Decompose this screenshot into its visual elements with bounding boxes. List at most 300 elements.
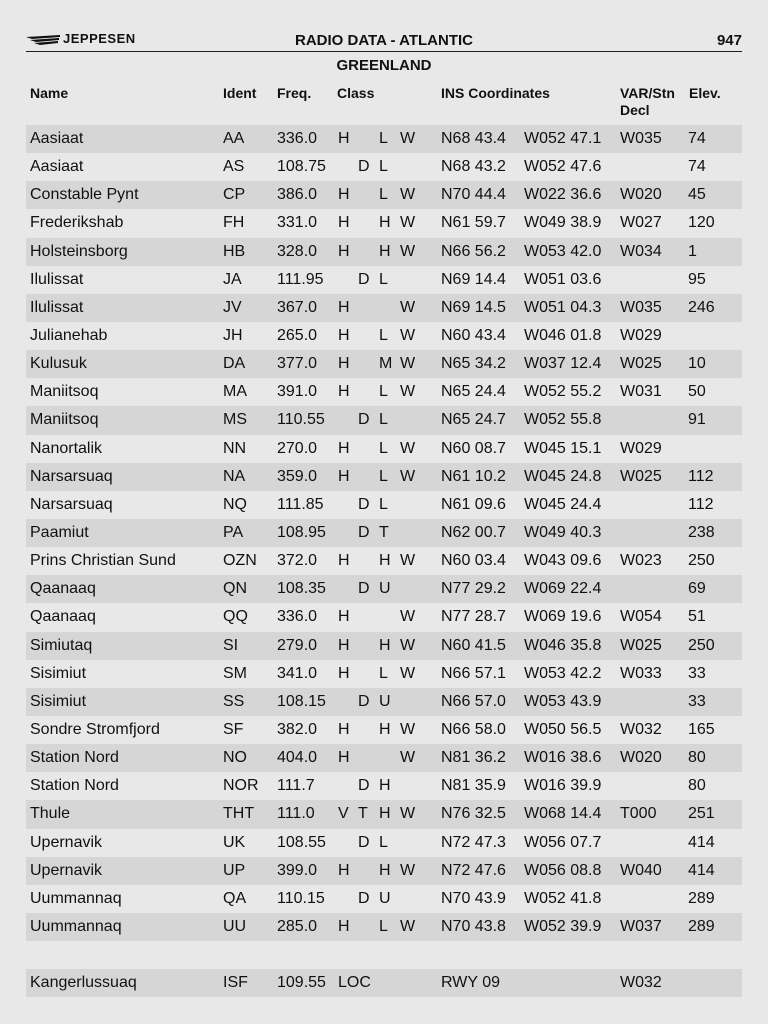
cell-ident: UK bbox=[223, 833, 246, 851]
table-row bbox=[26, 829, 742, 857]
cell-name: Aasiaat bbox=[30, 130, 84, 147]
table-row bbox=[26, 153, 742, 181]
cell-c1: H bbox=[338, 326, 350, 344]
cell-c3: U bbox=[379, 580, 391, 598]
cell-lat: N61 09.6 bbox=[441, 495, 506, 513]
cell-lat: N65 34.2 bbox=[441, 355, 506, 373]
cell-ident: DA bbox=[223, 355, 246, 373]
cell-elev: 289 bbox=[688, 917, 715, 935]
col-ins-header: INS Coordinates bbox=[441, 85, 550, 101]
page-title: RADIO DATA - ATLANTIC bbox=[294, 32, 474, 49]
cell-name: Uummannaq bbox=[30, 889, 122, 907]
cell-lon: W050 56.5 bbox=[524, 720, 602, 738]
cell-c3: H bbox=[379, 861, 391, 879]
cell-var: W031 bbox=[620, 383, 662, 401]
cell-c3: U bbox=[379, 889, 391, 907]
cell-ident: MA bbox=[223, 383, 247, 401]
table-row bbox=[26, 125, 742, 153]
col-var-header-line2: Decl bbox=[620, 102, 650, 118]
table-row bbox=[26, 209, 742, 237]
cell-var: W029 bbox=[620, 439, 662, 457]
cell-c4: W bbox=[400, 664, 416, 682]
cell-c1: H bbox=[338, 552, 350, 570]
localizer-name: Kangerlussuaq bbox=[30, 974, 137, 992]
cell-c3: L bbox=[379, 664, 388, 682]
table-row bbox=[26, 688, 742, 716]
cell-lat: N65 24.4 bbox=[441, 383, 506, 401]
table-row bbox=[26, 519, 742, 547]
cell-var: W025 bbox=[620, 636, 662, 654]
cell-lat: N60 08.7 bbox=[441, 439, 506, 457]
cell-name: Upernavik bbox=[30, 861, 103, 879]
cell-c3: H bbox=[379, 552, 391, 570]
cell-ident: NA bbox=[223, 467, 246, 485]
cell-lat: N66 57.0 bbox=[441, 692, 506, 710]
cell-c4: W bbox=[400, 186, 416, 204]
cell-c4: W bbox=[400, 130, 416, 147]
cell-freq: 386.0 bbox=[277, 186, 318, 204]
cell-c4: W bbox=[400, 439, 416, 457]
cell-c4: W bbox=[400, 749, 416, 767]
cell-ident: JA bbox=[223, 270, 242, 288]
table-row bbox=[26, 575, 742, 603]
cell-elev: 33 bbox=[688, 664, 706, 682]
cell-name: Qaanaaq bbox=[30, 580, 96, 598]
cell-var: W020 bbox=[620, 749, 662, 767]
cell-freq: 328.0 bbox=[277, 242, 318, 260]
cell-elev: 80 bbox=[688, 749, 706, 767]
cell-c3: L bbox=[379, 270, 388, 288]
cell-var: W033 bbox=[620, 664, 662, 682]
cell-c4: W bbox=[400, 242, 416, 260]
cell-c1: H bbox=[338, 917, 350, 935]
cell-lon: W052 55.8 bbox=[524, 411, 602, 429]
table-row bbox=[26, 772, 742, 800]
cell-c3: L bbox=[379, 917, 388, 935]
cell-c1: H bbox=[338, 298, 350, 316]
cell-elev: 250 bbox=[688, 552, 715, 570]
table-row bbox=[26, 744, 742, 772]
cell-elev: 80 bbox=[688, 777, 706, 795]
cell-lon: W043 09.6 bbox=[524, 552, 602, 570]
table-row bbox=[26, 322, 742, 350]
cell-ident: UU bbox=[223, 917, 247, 935]
cell-ident: FH bbox=[223, 214, 245, 232]
cell-c4: W bbox=[400, 552, 416, 570]
cell-c2: T bbox=[358, 805, 368, 823]
cell-c1: H bbox=[338, 608, 350, 626]
cell-lon: W049 40.3 bbox=[524, 523, 602, 541]
cell-lon: W052 47.1 bbox=[524, 130, 602, 147]
cell-c2: D bbox=[358, 692, 370, 710]
cell-lat: N70 43.9 bbox=[441, 889, 506, 907]
cell-c1: H bbox=[338, 242, 350, 260]
cell-c3: L bbox=[379, 326, 388, 344]
cell-lon: W022 36.6 bbox=[524, 186, 602, 204]
cell-elev: 414 bbox=[688, 833, 715, 851]
cell-freq: 108.55 bbox=[277, 833, 326, 851]
cell-lon: W016 39.9 bbox=[524, 777, 602, 795]
cell-lat: N60 41.5 bbox=[441, 636, 506, 654]
cell-var: W025 bbox=[620, 467, 662, 485]
cell-lon: W069 19.6 bbox=[524, 608, 602, 626]
cell-name: Upernavik bbox=[30, 833, 103, 851]
cell-name: Ilulissat bbox=[30, 298, 84, 316]
cell-name: Julianehab bbox=[30, 326, 108, 344]
cell-name: Constable Pynt bbox=[30, 186, 139, 204]
cell-c4: W bbox=[400, 720, 416, 738]
cell-elev: 251 bbox=[688, 805, 715, 823]
cell-ident: CP bbox=[223, 186, 246, 204]
cell-lat: N69 14.4 bbox=[441, 270, 506, 288]
cell-c2: D bbox=[358, 833, 370, 851]
table-row bbox=[26, 463, 742, 491]
cell-lon: W045 24.4 bbox=[524, 495, 602, 513]
cell-elev: 250 bbox=[688, 636, 715, 654]
cell-elev: 238 bbox=[688, 523, 715, 541]
col-var-header bbox=[620, 85, 675, 119]
table-row bbox=[26, 238, 742, 266]
cell-freq: 108.95 bbox=[277, 523, 326, 541]
cell-ident: QQ bbox=[223, 608, 248, 626]
cell-freq: 372.0 bbox=[277, 552, 318, 570]
cell-lon: W053 43.9 bbox=[524, 692, 602, 710]
cell-c2: D bbox=[358, 411, 370, 429]
page-header bbox=[26, 30, 742, 52]
cell-c3: L bbox=[379, 411, 388, 429]
cell-ident: NO bbox=[223, 749, 247, 767]
cell-c3: H bbox=[379, 242, 391, 260]
cell-var: W020 bbox=[620, 186, 662, 204]
localizer-ident: ISF bbox=[223, 974, 248, 992]
table-row bbox=[26, 406, 742, 434]
cell-c3: L bbox=[379, 495, 388, 513]
cell-lon: W056 07.7 bbox=[524, 833, 602, 851]
table-row bbox=[26, 800, 742, 828]
cell-c1: H bbox=[338, 749, 350, 767]
cell-name: Sisimiut bbox=[30, 692, 87, 710]
cell-lat: N66 58.0 bbox=[441, 720, 506, 738]
cell-c4: W bbox=[400, 861, 416, 879]
table-row bbox=[26, 857, 742, 885]
cell-c1: V bbox=[338, 805, 349, 823]
cell-c1: H bbox=[338, 664, 350, 682]
localizer-var: W032 bbox=[620, 974, 662, 992]
cell-name: Narsarsuaq bbox=[30, 495, 113, 513]
cell-c3: T bbox=[379, 523, 389, 541]
cell-freq: 285.0 bbox=[277, 917, 318, 935]
cell-c4: W bbox=[400, 805, 416, 823]
cell-lon: W053 42.0 bbox=[524, 242, 602, 260]
cell-var: W034 bbox=[620, 242, 662, 260]
cell-elev: 51 bbox=[688, 608, 706, 626]
cell-c4: W bbox=[400, 383, 416, 401]
cell-elev: 120 bbox=[688, 214, 715, 232]
cell-c3: H bbox=[379, 777, 391, 795]
cell-lat: N68 43.4 bbox=[441, 130, 506, 147]
cell-lat: N65 24.7 bbox=[441, 411, 506, 429]
table-spacer bbox=[26, 941, 742, 969]
cell-lat: N60 43.4 bbox=[441, 326, 506, 344]
cell-c3: H bbox=[379, 214, 391, 232]
table-row bbox=[26, 435, 742, 463]
col-name-header: Name bbox=[30, 85, 69, 101]
cell-elev: 165 bbox=[688, 720, 715, 738]
cell-freq: 399.0 bbox=[277, 861, 318, 879]
cell-c4: W bbox=[400, 298, 416, 316]
cell-elev: 112 bbox=[688, 495, 714, 513]
cell-c3: H bbox=[379, 805, 391, 823]
cell-ident: AA bbox=[223, 130, 245, 147]
cell-elev: 1 bbox=[688, 242, 697, 260]
cell-freq: 336.0 bbox=[277, 608, 318, 626]
page-number: 947 bbox=[716, 32, 742, 49]
cell-lat: N69 14.5 bbox=[441, 298, 506, 316]
cell-lon: W052 47.6 bbox=[524, 158, 602, 176]
cell-lat: N70 44.4 bbox=[441, 186, 506, 204]
localizer-row bbox=[26, 969, 742, 997]
cell-c2: D bbox=[358, 523, 370, 541]
cell-lat: N60 03.4 bbox=[441, 552, 506, 570]
cell-name: Station Nord bbox=[30, 777, 119, 795]
cell-lon: W046 01.8 bbox=[524, 326, 602, 344]
cell-freq: 111.7 bbox=[277, 777, 315, 795]
col-class-header: Class bbox=[337, 85, 375, 101]
cell-name: Uummannaq bbox=[30, 917, 122, 935]
region-title: GREENLAND bbox=[336, 57, 432, 74]
cell-lon: W056 08.8 bbox=[524, 861, 602, 879]
cell-freq: 110.15 bbox=[277, 889, 325, 907]
cell-c1: H bbox=[338, 355, 350, 373]
cell-lat: N61 59.7 bbox=[441, 214, 506, 232]
cell-lat: N72 47.6 bbox=[441, 861, 506, 879]
cell-ident: SI bbox=[223, 636, 239, 654]
cell-elev: 69 bbox=[688, 580, 706, 598]
table-row bbox=[26, 547, 742, 575]
cell-c1: H bbox=[338, 383, 350, 401]
cell-lon: W045 24.8 bbox=[524, 467, 602, 485]
cell-lat: N72 47.3 bbox=[441, 833, 506, 851]
cell-var: W027 bbox=[620, 214, 662, 232]
cell-c1: H bbox=[338, 130, 350, 147]
cell-c3: L bbox=[379, 383, 388, 401]
cell-c1: H bbox=[338, 861, 350, 879]
table-row bbox=[26, 294, 742, 322]
cell-ident: NN bbox=[223, 439, 247, 457]
cell-c1: H bbox=[338, 186, 350, 204]
cell-ident: SM bbox=[223, 664, 247, 682]
cell-ident: HB bbox=[223, 242, 246, 260]
cell-freq: 367.0 bbox=[277, 298, 318, 316]
table-row bbox=[26, 885, 742, 913]
cell-c4: W bbox=[400, 214, 416, 232]
cell-lat: N77 28.7 bbox=[441, 608, 506, 626]
table-row bbox=[26, 350, 742, 378]
cell-elev: 112 bbox=[688, 467, 714, 485]
cell-lon: W045 15.1 bbox=[524, 439, 602, 457]
cell-name: Frederikshab bbox=[30, 214, 124, 232]
cell-lon: W052 55.2 bbox=[524, 383, 602, 401]
cell-var: W025 bbox=[620, 355, 662, 373]
cell-var: W029 bbox=[620, 326, 662, 344]
localizer-cls: LOC bbox=[338, 974, 371, 992]
cell-freq: 359.0 bbox=[277, 467, 318, 485]
cell-var: W037 bbox=[620, 917, 662, 935]
cell-freq: 111.0 bbox=[277, 805, 315, 823]
cell-freq: 279.0 bbox=[277, 636, 318, 654]
cell-lat: N62 00.7 bbox=[441, 523, 506, 541]
cell-freq: 336.0 bbox=[277, 130, 318, 147]
cell-c2: D bbox=[358, 580, 370, 598]
cell-c1: H bbox=[338, 467, 350, 485]
cell-name: Sondre Stromfjord bbox=[30, 720, 160, 738]
cell-lat: N66 57.1 bbox=[441, 664, 506, 682]
cell-var: W023 bbox=[620, 552, 662, 570]
col-freq-header: Freq. bbox=[277, 85, 312, 101]
cell-freq: 382.0 bbox=[277, 720, 318, 738]
cell-lat: N81 35.9 bbox=[441, 777, 506, 795]
cell-lon: W046 35.8 bbox=[524, 636, 602, 654]
cell-freq: 108.15 bbox=[277, 692, 326, 710]
cell-elev: 246 bbox=[688, 298, 715, 316]
cell-c2: D bbox=[358, 777, 370, 795]
cell-elev: 33 bbox=[688, 692, 706, 710]
cell-elev: 91 bbox=[688, 411, 706, 429]
table-row bbox=[26, 491, 742, 519]
table-row bbox=[26, 181, 742, 209]
cell-lon: W069 22.4 bbox=[524, 580, 602, 598]
cell-ident: OZN bbox=[223, 552, 257, 570]
cell-freq: 111.95 bbox=[277, 270, 324, 288]
cell-ident: THT bbox=[223, 805, 255, 823]
cell-ident: JV bbox=[223, 298, 242, 316]
cell-c1: H bbox=[338, 720, 350, 738]
cell-lon: W052 39.9 bbox=[524, 917, 602, 935]
cell-lat: N81 36.2 bbox=[441, 749, 506, 767]
cell-name: Prins Christian Sund bbox=[30, 552, 176, 570]
cell-lon: W016 38.6 bbox=[524, 749, 602, 767]
cell-lat: N61 10.2 bbox=[441, 467, 506, 485]
cell-c3: L bbox=[379, 439, 388, 457]
cell-c3: H bbox=[379, 636, 391, 654]
cell-lat: N66 56.2 bbox=[441, 242, 506, 260]
cell-c2: D bbox=[358, 495, 370, 513]
cell-c4: W bbox=[400, 608, 416, 626]
cell-elev: 10 bbox=[688, 355, 706, 373]
cell-c1: H bbox=[338, 439, 350, 457]
cell-lat: N77 29.2 bbox=[441, 580, 506, 598]
cell-name: Nanortalik bbox=[30, 439, 103, 457]
cell-lon: W053 42.2 bbox=[524, 664, 602, 682]
cell-ident: AS bbox=[223, 158, 245, 176]
cell-name: Station Nord bbox=[30, 749, 119, 767]
table-row bbox=[26, 603, 742, 631]
table-row bbox=[26, 913, 742, 941]
cell-name: Ilulissat bbox=[30, 270, 84, 288]
cell-freq: 331.0 bbox=[277, 214, 318, 232]
cell-elev: 50 bbox=[688, 383, 706, 401]
cell-freq: 341.0 bbox=[277, 664, 318, 682]
cell-c4: W bbox=[400, 355, 416, 373]
cell-lon: W049 38.9 bbox=[524, 214, 602, 232]
localizer-rwy: RWY 09 bbox=[441, 974, 500, 992]
cell-c3: H bbox=[379, 720, 391, 738]
table-row bbox=[26, 660, 742, 688]
cell-freq: 108.75 bbox=[277, 158, 326, 176]
cell-ident: QA bbox=[223, 889, 247, 907]
table-row bbox=[26, 632, 742, 660]
cell-lon: W051 04.3 bbox=[524, 298, 602, 316]
cell-name: Holsteinsborg bbox=[30, 242, 128, 260]
cell-freq: 108.35 bbox=[277, 580, 326, 598]
cell-var: W035 bbox=[620, 130, 662, 147]
col-var-header-line1: VAR/Stn bbox=[620, 85, 675, 101]
cell-elev: 74 bbox=[688, 130, 706, 147]
cell-freq: 404.0 bbox=[277, 749, 318, 767]
table-row bbox=[26, 266, 742, 294]
cell-var: W040 bbox=[620, 861, 662, 879]
cell-freq: 391.0 bbox=[277, 383, 318, 401]
cell-c3: L bbox=[379, 130, 388, 147]
cell-freq: 377.0 bbox=[277, 355, 318, 373]
cell-c3: L bbox=[379, 158, 388, 176]
cell-ident: QN bbox=[223, 580, 247, 598]
cell-ident: PA bbox=[223, 523, 244, 541]
cell-c3: U bbox=[379, 692, 391, 710]
localizer-freq: 109.55 bbox=[277, 974, 326, 992]
cell-var: W054 bbox=[620, 608, 662, 626]
cell-lon: W037 12.4 bbox=[524, 355, 602, 373]
col-ident-header: Ident bbox=[223, 85, 257, 101]
cell-c3: L bbox=[379, 833, 388, 851]
radio-data-table bbox=[26, 125, 742, 997]
cell-name: Maniitsoq bbox=[30, 411, 99, 429]
cell-name: Paamiut bbox=[30, 523, 89, 541]
cell-lat: N76 32.5 bbox=[441, 805, 506, 823]
cell-name: Maniitsoq bbox=[30, 383, 99, 401]
cell-elev: 414 bbox=[688, 861, 715, 879]
cell-lon: W068 14.4 bbox=[524, 805, 602, 823]
brand-name: JEPPESEN bbox=[63, 31, 136, 46]
cell-name: Simiutaq bbox=[30, 636, 93, 654]
cell-c1: H bbox=[338, 214, 350, 232]
cell-var: W032 bbox=[620, 720, 662, 738]
cell-lat: N68 43.2 bbox=[441, 158, 506, 176]
cell-c4: W bbox=[400, 326, 416, 344]
cell-ident: NOR bbox=[223, 777, 259, 795]
cell-c3: M bbox=[379, 355, 393, 373]
cell-freq: 111.85 bbox=[277, 495, 324, 513]
cell-var: W035 bbox=[620, 298, 662, 316]
cell-name: Kulusuk bbox=[30, 355, 87, 373]
cell-ident: SF bbox=[223, 720, 244, 738]
cell-ident: UP bbox=[223, 861, 246, 879]
cell-ident: MS bbox=[223, 411, 247, 429]
cell-c4: W bbox=[400, 636, 416, 654]
table-row bbox=[26, 378, 742, 406]
cell-lat: N70 43.8 bbox=[441, 917, 506, 935]
cell-ident: NQ bbox=[223, 495, 247, 513]
cell-name: Aasiaat bbox=[30, 158, 84, 176]
cell-var: T000 bbox=[620, 805, 657, 823]
cell-elev: 289 bbox=[688, 889, 715, 907]
cell-name: Sisimiut bbox=[30, 664, 87, 682]
cell-name: Qaanaaq bbox=[30, 608, 96, 626]
cell-c4: W bbox=[400, 917, 416, 935]
cell-freq: 110.55 bbox=[277, 411, 325, 429]
cell-name: Thule bbox=[30, 805, 71, 823]
cell-elev: 45 bbox=[688, 186, 706, 204]
